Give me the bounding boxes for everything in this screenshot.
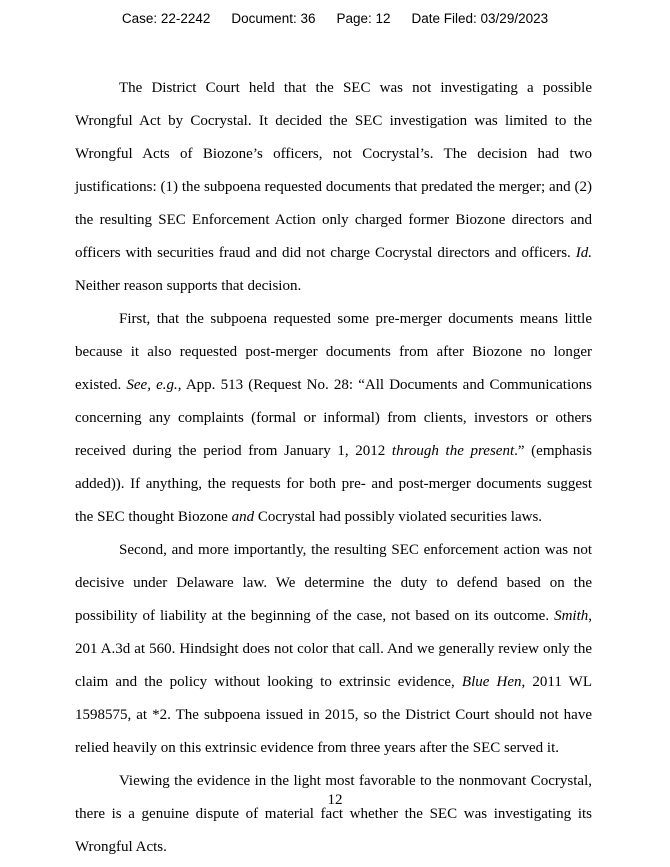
- paragraph-second-reason: Second, and more importantly, the resulting SEC enforcement action was not decisive under Delaware law. We determine the duty to defend based on the possibility of liability at the beginning of the case, not based on its outcome. Smith, 201 A.3d at 560. Hindsight does not color that call. And we generally review only the claim and the policy without looking to extrinsic evidence, Blue Hen, 2011 WL 1598575, at *2. The subpoena issued in 2015, so the District Court should not have relied heavily on this extrinsic evidence from three years after the SEC served it.: [75, 542, 592, 756]
- page-number-footer: [0, 792, 670, 809]
- paragraph-district-court-holding: The District Court held that the SEC was not investigating a possible Wrongful Act by Cocrystal. It decided the SEC investigation was limited to the Wrongful Acts of Biozone’s officers, not Cocrystal’s. The decision had two justifications: (1) the subpoena requested documents that predated the merger; and (2) the resulting SEC Enforcement Action only charged former Biozone directors and officers with securities fraud and did not charge Cocrystal directors and officers. Id. Neither reason supports that decision.: [75, 80, 592, 294]
- page-number-label: Page: 12: [336, 11, 391, 26]
- document-body: [75, 72, 592, 864]
- paragraph-conclusion: Viewing the evidence in the light most favorable to the nonmovant Cocrystal, there is a genuine dispute of material fact whether the SEC was investigating its Wrongful Acts.: [75, 773, 592, 855]
- case-number-label: Case: 22-2242: [121, 11, 211, 26]
- page-number: 12: [327, 792, 343, 808]
- court-stamp-header: [0, 11, 670, 26]
- document-number-label: Document: 36: [231, 11, 316, 26]
- paragraph-first-reason: First, that the subpoena requested some pre-merger documents means little because it also requested post-merger documents from after Biozone no longer existed. See, e.g., App. 513 (Request No. 28: “All Documents and Communications concerning any complaints (formal or informal) from clients, investors or others received during the period from January 1, 2012 through the present.” (emphasis added)). If anything, the requests for both pre- and post-merger documents suggest the SEC thought Biozone and Cocrystal had possibly violated securities laws.: [75, 311, 592, 525]
- date-filed-label: Date Filed: 03/29/2023: [411, 11, 549, 26]
